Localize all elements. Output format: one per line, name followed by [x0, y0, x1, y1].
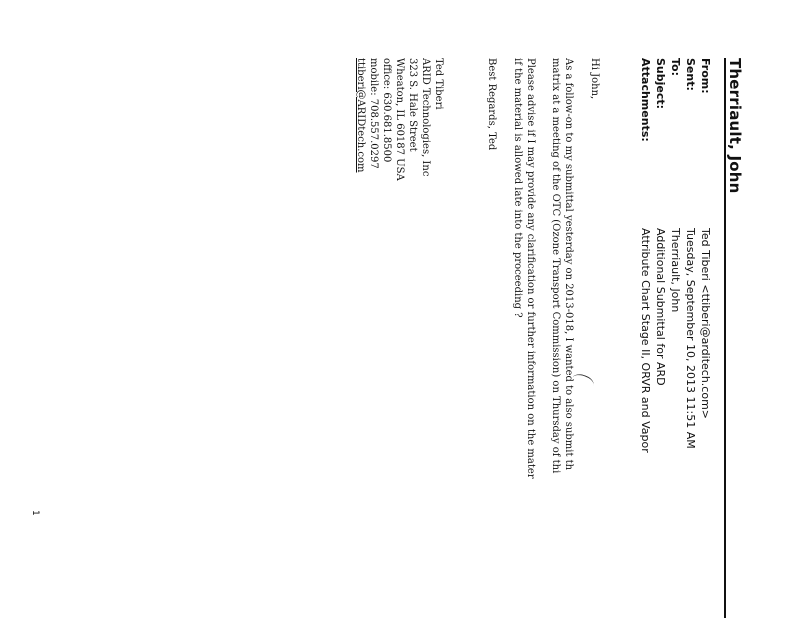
to-label: To: [669, 58, 682, 76]
from-label: From: [699, 58, 712, 94]
page-number: 1 [30, 510, 40, 516]
signature-email-link[interactable]: ttiberi@ARIDtech.com [355, 58, 366, 173]
signature-line-city: Wheaton, IL 60187 USA [394, 58, 405, 181]
sent-value: Tuesday, September 10, 2013 11:51 AM [684, 228, 697, 449]
subject-label: Subject: [654, 58, 667, 110]
signature-line-street: 323 S. Hale Street [407, 58, 418, 152]
to-value: Therriault, John [669, 228, 682, 313]
greeting: Hi John, [589, 58, 600, 100]
handwritten-mark [570, 372, 595, 392]
signature-line-mobile: mobile: 708.557.0297 [368, 58, 379, 169]
para1-line-2: matrix at a meeting of the OTC (Ozone Transport Commission) on Thursday of thi [550, 58, 561, 474]
title-rule [724, 58, 726, 618]
closing: Best Regards, Ted [486, 58, 497, 151]
para1-line-1: As a follow-on to my submittal yesterday on 2013-018, I wanted to also submit th [563, 58, 574, 471]
para2-line-2: if the material is allowed late into the proceeding ? [512, 58, 523, 318]
document-title: Therriault, John [726, 58, 744, 194]
attachments-value: Attribute Chart Stage II, ORVR and Vapor [639, 228, 652, 453]
attachments-label: Attachments: [639, 58, 652, 142]
para2-line-1: Please advise if I may provide any clarification or further information on the mater [525, 58, 536, 479]
subject-value: Additional Submittal for ARD [654, 228, 667, 386]
signature-line-office: office: 630.681.8500 [381, 58, 392, 163]
from-value: Ted Tiberi <ttiberi@arditech.com> [699, 228, 712, 420]
signature-line-company: ARID Technologies, Inc [420, 58, 431, 177]
sent-label: Sent: [684, 58, 697, 91]
signature-line-name: Ted Tiberi [433, 58, 444, 110]
